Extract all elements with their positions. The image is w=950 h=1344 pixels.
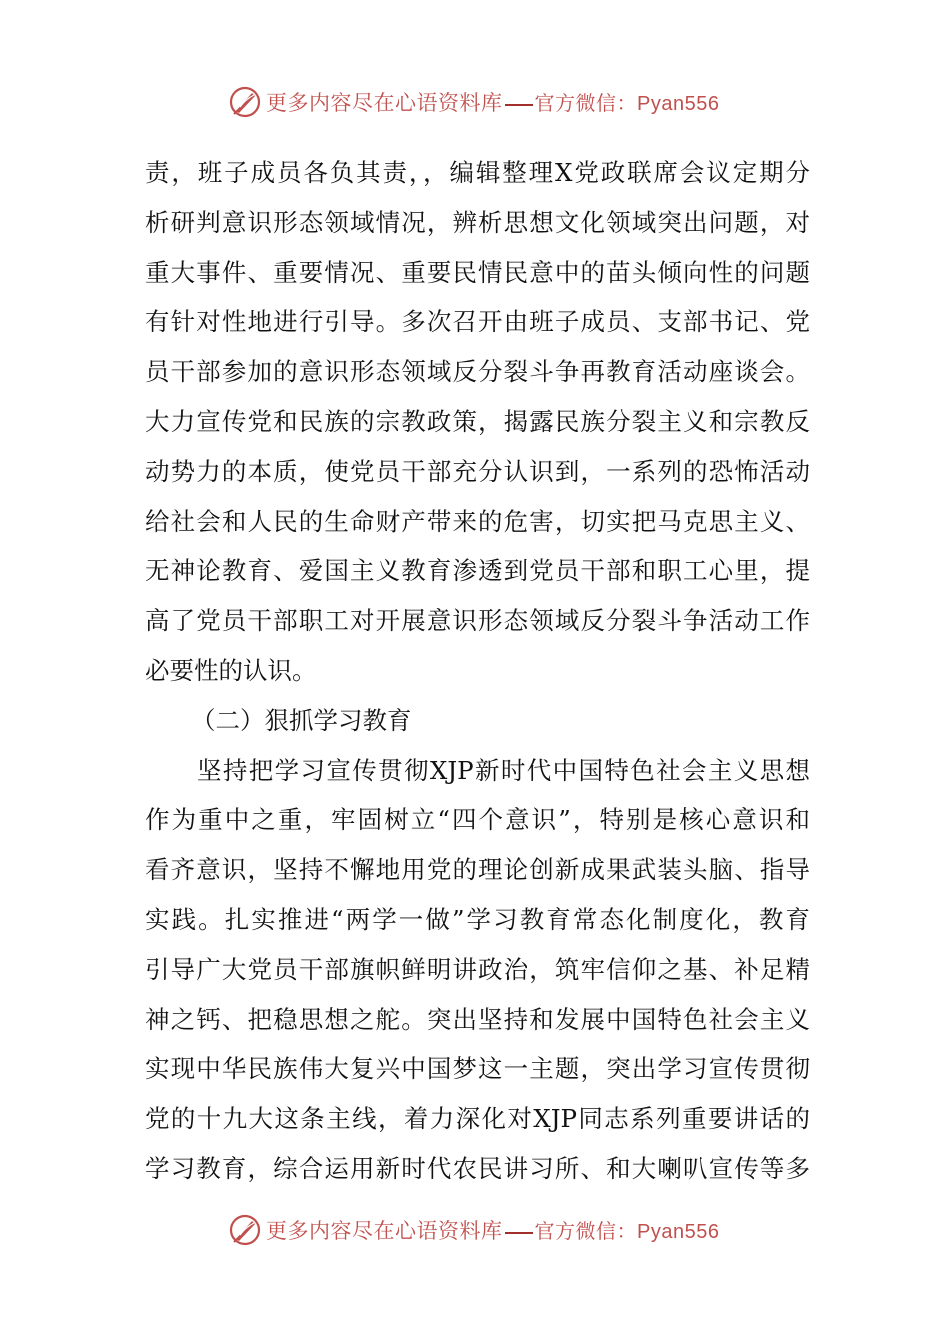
banner-prefix: 更多内容尽在心语资料库 [266,1219,503,1243]
banner-wechat-label: 官方微信： [534,1219,637,1243]
text-line: 看齐意识，坚持不懈地用党的理论创新成果武装头脑、指导 [145,855,810,885]
footer-banner [0,1210,950,1250]
text-line: 党的十九大这条主线，着力深化对XJP同志系列重要讲话的 [145,1104,810,1134]
header-banner [0,82,950,122]
document-body [145,148,810,1194]
text-line: 实践。扎实推进“两学一做”学习教育常态化制度化，教育 [145,904,810,934]
text-line: 无神论教育、爱国主义教育渗透到党员干部和职工心里，提 [145,556,810,586]
banner-wechat-id: Pyan556 [637,93,720,115]
quill-logo-icon [228,1213,262,1247]
text-line: 学习教育，综合运用新时代农民讲习所、和大喇叭宣传等多 [145,1153,810,1183]
text-line: 实现中华民族伟大复兴中国梦这一主题，突出学习宣传贯彻 [145,1054,810,1084]
text-line: 必要性的认识。 [145,655,317,685]
text-line: 动势力的本质，使党员干部充分认识到，一系列的恐怖活动 [145,456,810,486]
banner-prefix: 更多内容尽在心语资料库 [266,91,503,115]
banner-wechat-label: 官方微信： [534,91,637,115]
text-line: 引导广大党员干部旗帜鲜明讲政治，筑牢信仰之基、补足精 [145,954,810,984]
text-line: 给社会和人民的生命财产带来的危害，切实把马克思主义、 [145,506,810,536]
section-heading: （二）狠抓学习教育 [191,705,412,735]
banner-text [266,87,719,117]
banner-text [266,1215,719,1245]
banner-wechat-id: Pyan556 [637,1221,720,1243]
text-line: 坚持把学习宣传贯彻XJP新时代中国特色社会主义思想 [197,755,810,785]
paragraph-2 [145,746,810,1194]
text-line: 大力宣传党和民族的宗教政策，揭露民族分裂主义和宗教反 [145,406,810,436]
text-line: 析研判意识形态领域情况，辨析思想文化领域突出问题，对 [145,207,810,237]
text-line: 神之钙、把稳思想之舵。突出坚持和发展中国特色社会主义 [145,1004,810,1034]
text-line: 高了党员干部职工对开展意识形态领域反分裂斗争活动工作 [145,606,810,636]
text-line: 作为重中之重，牢固树立“四个意识”，特别是核心意识和 [145,805,810,835]
banner-dash [505,104,533,106]
text-line: 责，班子成员各负其责，，编辑整理X党政联席会议定期分 [145,158,810,187]
text-line: 有针对性地进行引导。多次召开由班子成员、支部书记、党 [145,307,810,337]
text-line: 员干部参加的意识形态领域反分裂斗争再教育活动座谈会。 [145,357,810,387]
quill-logo-icon [228,85,262,119]
banner-dash [505,1232,533,1234]
paragraph-1 [145,148,810,696]
text-line: 重大事件、重要情况、重要民情民意中的苗头倾向性的问题 [145,257,810,287]
